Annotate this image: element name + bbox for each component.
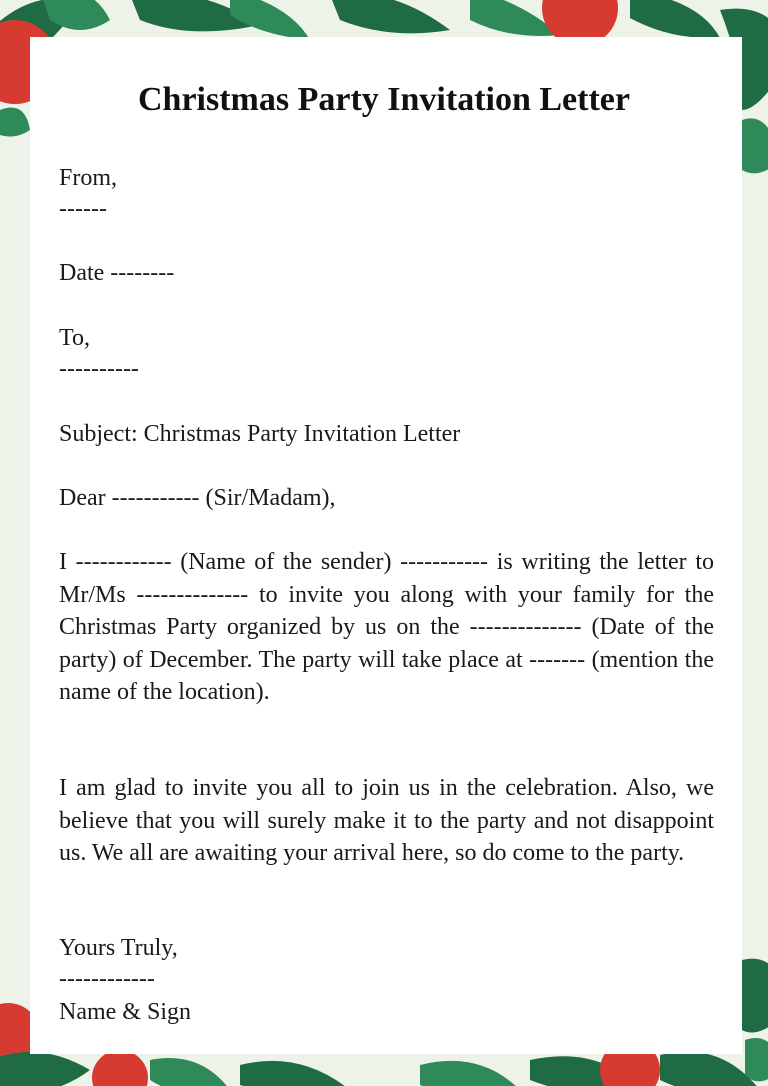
from-blank: ------	[59, 196, 107, 222]
salutation: Dear ----------- (Sir/Madam),	[59, 485, 336, 511]
closing-blank: ------------	[59, 966, 155, 992]
letter-title: Christmas Party Invitation Letter	[138, 81, 630, 118]
leaf-icon	[0, 1052, 90, 1086]
leaf-icon	[742, 118, 768, 173]
leaf-icon	[330, 0, 450, 33]
to-label: To,	[59, 325, 90, 351]
berry-icon	[92, 1050, 148, 1086]
body-paragraph-2: I am glad to invite you all to join us in the celebration. Also, we believe that you will surely make it to the party and not disappoint us. We all are awaiting your arrival here, so do come to the party.	[59, 775, 714, 866]
leaf-icon	[150, 1058, 230, 1086]
closing: Yours Truly,	[59, 935, 178, 961]
leaf-icon	[745, 1038, 768, 1081]
body-paragraph-1: I ------------ (Name of the sender) ----------- is writing the letter to Mr/Ms -------------- to invite you along with your family for the Christmas Party organized by us on the -------------- (Date of the party) of December. The party will take place at ------- (mention the name of the location).	[59, 549, 714, 705]
leaf-icon	[742, 959, 768, 1033]
from-label: From,	[59, 165, 118, 191]
to-blank: ----------	[59, 356, 139, 382]
subject-line: Subject: Christmas Party Invitation Letter	[59, 421, 461, 447]
leaf-icon	[230, 0, 310, 40]
date-line: Date --------	[59, 260, 175, 286]
leaf-icon	[630, 0, 720, 38]
signature-label: Name & Sign	[59, 999, 191, 1025]
leaf-icon	[240, 1061, 350, 1086]
leaf-icon	[420, 1061, 520, 1086]
